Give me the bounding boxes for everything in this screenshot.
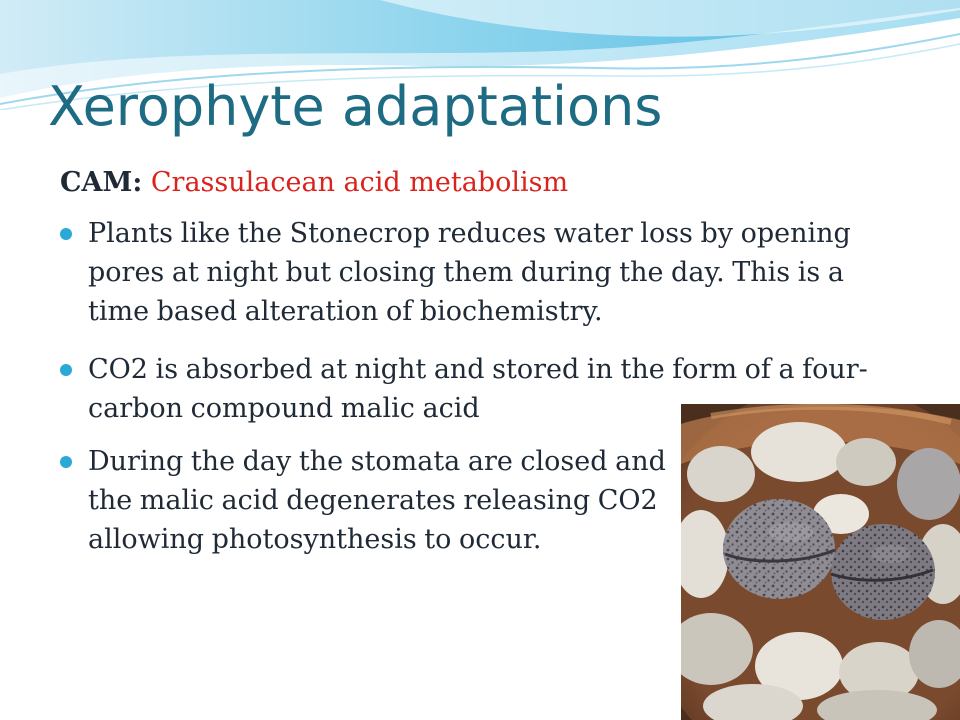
subheading (60, 164, 568, 202)
bullet-dot-icon (60, 228, 72, 240)
slide-title: Xerophyte adaptations (48, 75, 663, 138)
bullet-dot-icon (60, 456, 72, 468)
bullet-text: Plants like the Stonecrop reduces water loss by opening pores at night but closing them during the day. This is a time based alteration of biochemistry. (88, 218, 851, 327)
subheading-label: CAM: (60, 167, 143, 198)
bullet-text: CO2 is absorbed at night and stored in the form of a four-carbon compound malic acid (88, 354, 868, 424)
bullet-item (60, 442, 680, 559)
bullet-dot-icon (60, 364, 72, 376)
living-stones-photo (681, 404, 960, 720)
subheading-value: Crassulacean acid metabolism (150, 167, 569, 198)
bullet-text: During the day the stomata are closed and the malic acid degenerates releasing CO2 allowing photosynthesis to occur. (88, 446, 666, 555)
bullet-item (60, 214, 910, 331)
